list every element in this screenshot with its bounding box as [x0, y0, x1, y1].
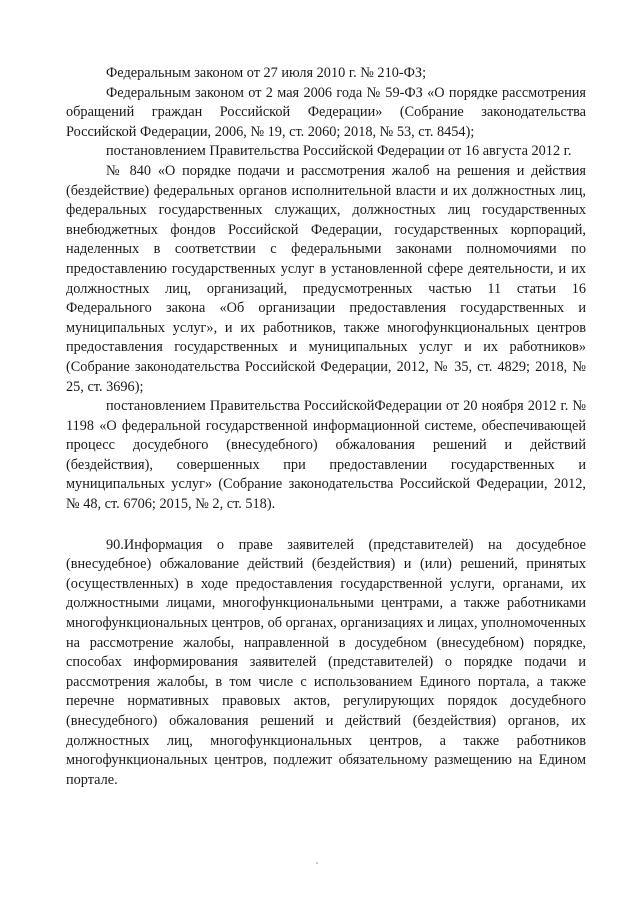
document-body — [66, 64, 586, 790]
law-reference-210fz: Федеральным законом от 27 июля 2010 г. № 210-ФЗ; — [106, 65, 427, 81]
decree-reference-intro: постановлением Правительства Российской Федерации от 16 августа 2012 г. — [106, 143, 572, 160]
law-reference-59fz: Федеральным законом от 2 мая 2006 года № 59-ФЗ «О порядке рассмотрения обращений граждан Российской Федерации» (Собрание законодательства Российской Федерации, 2006, № 19, ст. 2060; 2018, № 53, ст. 8454); — [66, 84, 586, 140]
section-90-paragraph: 90.Информация о праве заявителей (представителей) на досудебное (внесудебное) обжалование действий (бездействия) и (или) решений, принятых (осуществленных) в ходе предоставления государственной услуги, органами, их должностными лицами, многофункциональными центрами, а также работниками многофункциональных центров, об органах, организациях и лицах, уполномоченных на рассмотрение жалобы, направленной в досудебном (внесудебном) порядке, способах информирования заявителей (представителей) о порядке подачи и рассмотрения жалобы, в том числе с использованием Единого портала, а также перечне нормативных правовых актов, регулирующих порядок досудебного (внесудебного) обжалования решений и действий (бездействия) органов, их должностных лиц, многофункциональных центров, а также работников многофункциональных центров, подлежит обязательному размещению на Едином портале. — [66, 536, 586, 788]
decree-840-reference: № 840 «О порядке подачи и рассмотрения жалоб на решения и действия (бездействие) федеральных органов исполнительной власти и их должностных лиц, федеральных государственных служащих, должностных лиц государственных внебюджетных фондов Российской Федерации, государственных корпораций, наделенных в соответствии с федеральными законами полномочиями по предоставлению государственных услуг в установленной сфере деятельности, и их должностных лиц, организаций, предусмотренных частью 11 статьи 16 Федерального закона «Об организации предоставления государственных и муниципальных услуг», и их работников, также многофункциональных центров предоставления государственных и муниципальных услуг и их работников» (Собрание законодательства Российской Федерации, 2012, № 35, ст. 4829; 2018, № 25, ст. 3696); — [66, 162, 586, 395]
decree-1198-reference: постановлением Правительства РоссийскойФедерации от 20 ноября 2012 г. № 1198 «О федеральной государственной информационной системе, обеспечивающей процесс досудебного (внесудебного) обжалования решений и действий (бездействия), совершенных при предоставлении государственных и муниципальных услуг» (Собрание законодательства Российской Федерации, 2012, № 48, ст. 6706; 2015, № 2, ст. 518). — [66, 398, 586, 513]
scan-speck — [316, 862, 318, 864]
